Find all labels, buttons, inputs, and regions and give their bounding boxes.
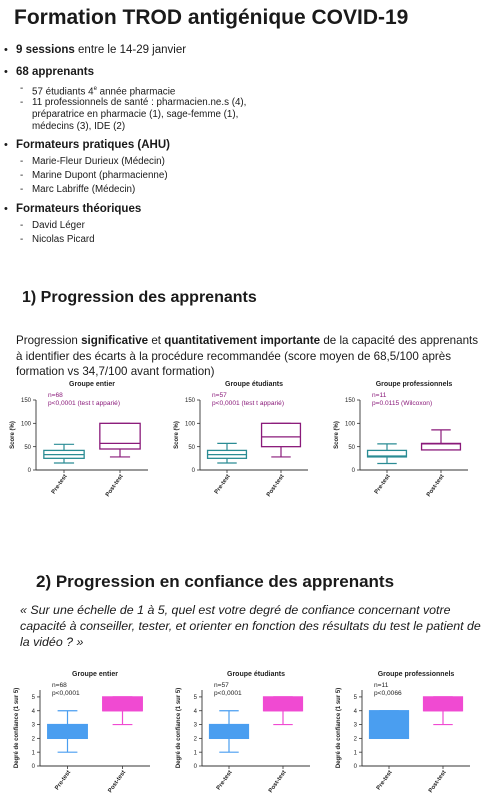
- list-item: [20, 220, 85, 232]
- learners-item: [20, 83, 176, 98]
- y-tick-label: 5: [193, 695, 197, 702]
- y-tick-label: 100: [344, 421, 355, 428]
- trainer-name: Marine Dupont (pharmacienne): [32, 170, 168, 181]
- chart-annotation: p<0,0001 (test t apparié): [48, 400, 121, 407]
- chart-title: Groupe professionnels: [375, 381, 453, 388]
- boxplot-score-groupe-entier: [0, 378, 170, 526]
- y-tick-label: 1: [31, 750, 35, 757]
- x-tick-label: Post-test: [265, 473, 286, 499]
- y-tick-label: 100: [20, 421, 31, 428]
- y-tick-label: 100: [184, 421, 195, 428]
- chart-annotation: n=11: [372, 392, 387, 399]
- y-axis-label: Degré de confiance (1 sur 5): [14, 687, 20, 769]
- chart-annotation: p=0.0115 (Wilcoxon): [372, 400, 433, 407]
- intro-paragraph: [16, 333, 486, 380]
- y-tick-label: 0: [191, 468, 195, 475]
- trainer-name: David Léger: [32, 220, 85, 231]
- y-axis-label: Degré de confiance (1 sur 5): [176, 687, 182, 769]
- y-tick-label: 5: [353, 695, 357, 702]
- list-item: [20, 156, 165, 168]
- dash-icon: -: [20, 156, 24, 167]
- y-axis-label: Score (%): [334, 421, 340, 449]
- x-tick-label: Pre-test: [54, 769, 73, 792]
- intro-emphasis: quantitativement importante: [164, 334, 321, 347]
- list-item: [20, 170, 168, 182]
- y-tick-label: 4: [31, 708, 35, 715]
- y-tick-label: 150: [344, 398, 355, 405]
- x-tick-label: Post-test: [425, 473, 446, 499]
- y-tick-label: 3: [193, 722, 197, 729]
- box-iqr: [424, 697, 463, 711]
- learners-bullet: [4, 66, 94, 78]
- bullet-icon: •: [4, 139, 8, 151]
- y-tick-label: 0: [353, 764, 357, 771]
- boxplot-confiance-groupe-entier: [0, 664, 170, 804]
- boxplot-confiance-groupe-etudiants: [164, 664, 330, 804]
- y-axis-label: Score (%): [10, 421, 16, 449]
- intro-emphasis: significative: [81, 334, 149, 347]
- chart-annotation: n=57: [214, 682, 229, 689]
- page-title: Formation TROD antigénique COVID-19: [14, 6, 409, 29]
- dash-icon: -: [20, 170, 24, 181]
- y-tick-label: 150: [184, 398, 195, 405]
- dash-icon: -: [20, 234, 24, 245]
- chart-title: Groupe professionnels: [377, 671, 455, 678]
- x-tick-label: Post-test: [427, 769, 448, 795]
- x-tick-label: Pre-test: [375, 769, 394, 792]
- box-iqr: [210, 725, 249, 739]
- dash-icon: -: [20, 184, 24, 195]
- boxplot-score-groupe-professionnels: [324, 378, 490, 526]
- y-tick-label: 0: [27, 468, 31, 475]
- learners-heading: 68 apprenants: [16, 66, 94, 78]
- y-axis-label: Degré de confiance (1 sur 5): [336, 687, 342, 769]
- intro-text: de la capacité des apprenants à identifier des écarts à la procédure recommandée (score moyen de 68,5/100 après formation vs 34,7/100 avant formation): [16, 334, 479, 378]
- x-tick-label: Pre-test: [373, 473, 392, 496]
- learners-item-text: 11 professionnels de santé : pharmacien.ne.s (4), préparatrice en pharmacie (1), sage-femme (1), médecins (3), IDE (2): [32, 97, 247, 132]
- list-item: [20, 234, 95, 246]
- dash-icon: -: [20, 83, 24, 94]
- chart-title: Groupe étudiants: [227, 671, 285, 678]
- y-axis-label: Score (%): [174, 421, 180, 449]
- section-title: 1) Progression des apprenants: [22, 289, 257, 306]
- trainers-practical-bullet: [4, 139, 170, 151]
- box-iqr: [103, 697, 143, 711]
- y-tick-label: 1: [353, 750, 357, 757]
- y-tick-label: 50: [188, 444, 195, 451]
- y-tick-label: 2: [193, 736, 197, 743]
- chart-annotation: n=68: [48, 392, 63, 399]
- trainer-name: Nicolas Picard: [32, 234, 95, 245]
- y-tick-label: 0: [351, 468, 355, 475]
- box-iqr: [100, 423, 140, 449]
- y-tick-label: 50: [348, 444, 355, 451]
- sessions-count: 9 sessions: [16, 44, 75, 56]
- dash-icon: -: [20, 220, 24, 231]
- y-tick-label: 3: [31, 722, 35, 729]
- chart-annotation: p<0,0066: [374, 690, 402, 697]
- bullet-icon: •: [4, 203, 8, 215]
- x-tick-label: Pre-test: [215, 769, 234, 792]
- y-tick-label: 4: [193, 708, 197, 715]
- y-tick-label: 1: [193, 750, 197, 757]
- box-iqr: [262, 423, 301, 446]
- box-iqr: [48, 725, 88, 739]
- trainer-name: Marc Labriffe (Médecin): [32, 184, 136, 195]
- intro-text: et: [148, 334, 165, 347]
- list-item: [20, 184, 136, 196]
- chart-annotation: n=68: [52, 682, 67, 689]
- chart-annotation: p<0,0001: [52, 690, 80, 697]
- survey-question: « Sur une échelle de 1 à 5, quel est votre degré de confiance concernant votre capacité à conseiller, tester, et orienter en fonction des résultats du test le patient de la vidéo ? »: [20, 603, 481, 649]
- trainer-name: Marie-Fleur Durieux (Médecin): [32, 156, 165, 167]
- learners-item-text: année pharmacie: [96, 86, 176, 98]
- trainers-theory-bullet: [4, 203, 141, 215]
- chart-title: Groupe entier: [69, 381, 115, 388]
- chart-annotation: n=11: [374, 682, 389, 689]
- y-tick-label: 150: [20, 398, 31, 405]
- trainers-theory-heading: Formateurs théoriques: [16, 203, 142, 215]
- y-tick-label: 4: [353, 708, 357, 715]
- sessions-bullet: [4, 44, 186, 56]
- y-tick-label: 0: [193, 764, 197, 771]
- x-tick-label: Post-test: [267, 769, 288, 795]
- boxplot-score-groupe-etudiants: [164, 378, 330, 526]
- ordinal-sup: e: [93, 86, 97, 92]
- learners-item: [20, 97, 262, 133]
- box-iqr: [370, 711, 409, 739]
- y-tick-label: 5: [31, 695, 35, 702]
- bullet-icon: •: [4, 44, 8, 56]
- x-tick-label: Pre-test: [50, 473, 69, 496]
- chart-title: Groupe étudiants: [225, 381, 283, 388]
- chart-annotation: p<0,0001 (test t apparié): [212, 400, 285, 407]
- chart-annotation: n=57: [212, 392, 227, 399]
- chart-title: Groupe entier: [72, 671, 118, 678]
- y-tick-label: 50: [24, 444, 31, 451]
- learners-item-text: 57 étudiants 4: [32, 86, 94, 98]
- section-title: 2) Progression en confiance des apprenants: [36, 572, 395, 591]
- trainers-practical-heading: Formateurs pratiques (AHU): [16, 139, 170, 151]
- y-tick-label: 2: [353, 736, 357, 743]
- boxplot-confiance-groupe-professionnels: [324, 664, 490, 804]
- chart-annotation: p<0,0001: [214, 690, 242, 697]
- box-iqr: [264, 697, 303, 711]
- y-tick-label: 0: [31, 764, 35, 771]
- x-tick-label: Post-test: [107, 769, 128, 795]
- y-tick-label: 2: [31, 736, 35, 743]
- sessions-dates: entre le 14-29 janvier: [74, 44, 187, 56]
- x-tick-label: Post-test: [104, 473, 125, 499]
- intro-text: Progression: [16, 334, 82, 347]
- bullet-icon: •: [4, 66, 8, 78]
- x-tick-label: Pre-test: [213, 473, 232, 496]
- y-tick-label: 3: [353, 722, 357, 729]
- dash-icon: -: [20, 97, 24, 108]
